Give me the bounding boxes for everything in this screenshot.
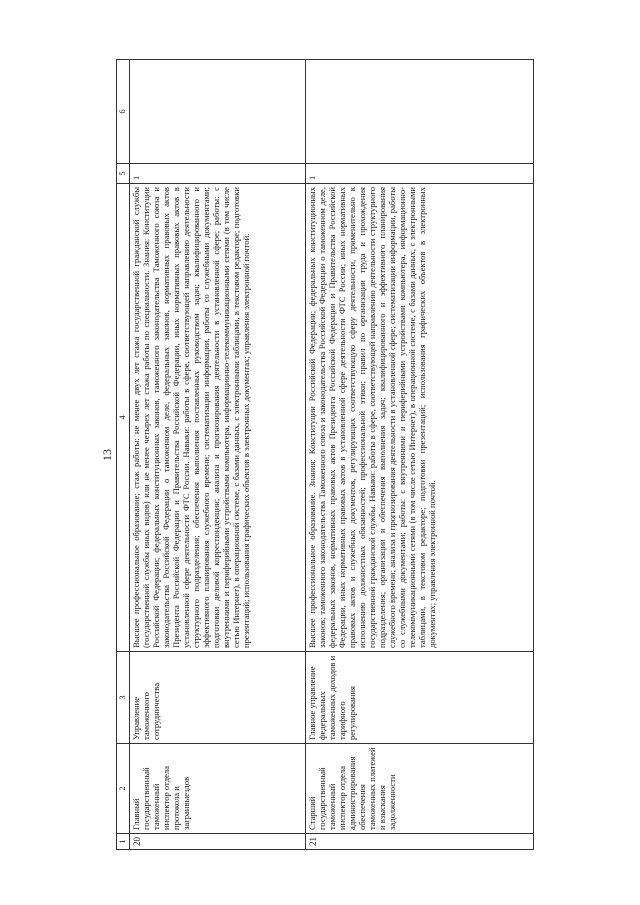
column-header: 4 [117, 184, 130, 652]
column-number-row [117, 60, 130, 850]
column-header: 3 [117, 652, 130, 744]
column-5-value: 1 [130, 164, 306, 184]
table-row [306, 60, 534, 850]
column-6-value [130, 60, 306, 164]
position-title: Старший государственный таможенный инспектор отдела администрирования обеспечения таможенных платежей и взыскания задолженности [306, 744, 534, 834]
positions-table [116, 59, 534, 850]
column-header: 6 [117, 60, 130, 164]
table-row [130, 60, 306, 850]
page-number: 13 [100, 449, 114, 461]
qualification-requirements: Высшее профессиональное образование. Знания: Конституции Российской Федерации; федеральных конституционных законов; таможенного законодательства Таможенного союза и законодательства Российской Федерации о таможенном деле, федеральных законов, нормативных правовых актов Президента Российской Федерации и Правительства Российской Федерации, иных нормативных правовых актов в установленной сфере деятельности ФТС России; иных нормативных правовых актов и служебных документов, регулирующих соответствующую сферу деятельности, применительно к исполнению должностных обязанностей; профессиональной этики; правил по организации труда и прохождения государственной гражданской службы. Навыки: работы в сфере, соответствующей направлению деятельности структурного подразделения; организации и обеспечения выполнения задач; квалифицированного и эффективного планирования служебного времени; анализа и прогнозирования деятельности в установленной сфере; систематизации информации, работы со служебными документами; работы: с внутренними и периферийными устройствами компьютера, информационно-телекоммуникационными сетями (в том числе сетью Интернет), в операционной системе, с базами данных, с электронными таблицами, в текстовом редакторе; подготовки презентаций; использования графических объектов в электронных документах; управления электронной почтой. [306, 184, 534, 652]
row-number: 21 [306, 834, 534, 850]
department-name: Управление таможенного сотрудничества [130, 652, 306, 744]
qualification-requirements: Высшее профессиональное образование; стаж работы: не менее двух лет стажа государственной гражданской службы (государственной службы иных видов) или не менее четырех лет стажа работы по специальности. Знания: Конституции Российской Федерации; федеральных конституционных законов, таможенного законодательства Таможенного союза и законодательства Российской Федерации о таможенном деле, федеральных законов, нормативных правовых актов Президента Российской Федерации и Правительства Российской Федерации, иных нормативных правовых актов в установленной сфере деятельности ФТС России. Навыки: работы в сфере, соответствующей направлению деятельности структурного подразделения; обеспечения выполнения поставленных руководством задач; квалифицированного и эффективного планирования служебного времени; систематизации информации, работы со служебными документами; подготовки деловой корреспонденции; анализа и прогнозирования деятельности в установленной сфере; работы: с внутренними и периферийными устройствами компьютера, информационно-телекоммуникационными сетями (в том числе сетью Интернет), в операционной системе, с базами данных, с электронными таблицами, в текстовом редакторе; подготовки презентаций; использования графических объектов в электронных документах; управления электронной почтой. [130, 184, 306, 652]
department-name: Главное управление федеральных таможенных доходов и тарифного регулирования [306, 652, 534, 744]
column-6-value [306, 60, 534, 164]
column-header: 2 [117, 744, 130, 834]
row-number: 20 [130, 834, 306, 850]
column-5-value: 1 [306, 164, 534, 184]
document-page [94, 60, 534, 850]
column-header: 5 [117, 164, 130, 184]
position-title: Главный государственный таможенный инспектор отдела протокола и загранвыездов [130, 744, 306, 834]
column-header: 1 [117, 834, 130, 850]
